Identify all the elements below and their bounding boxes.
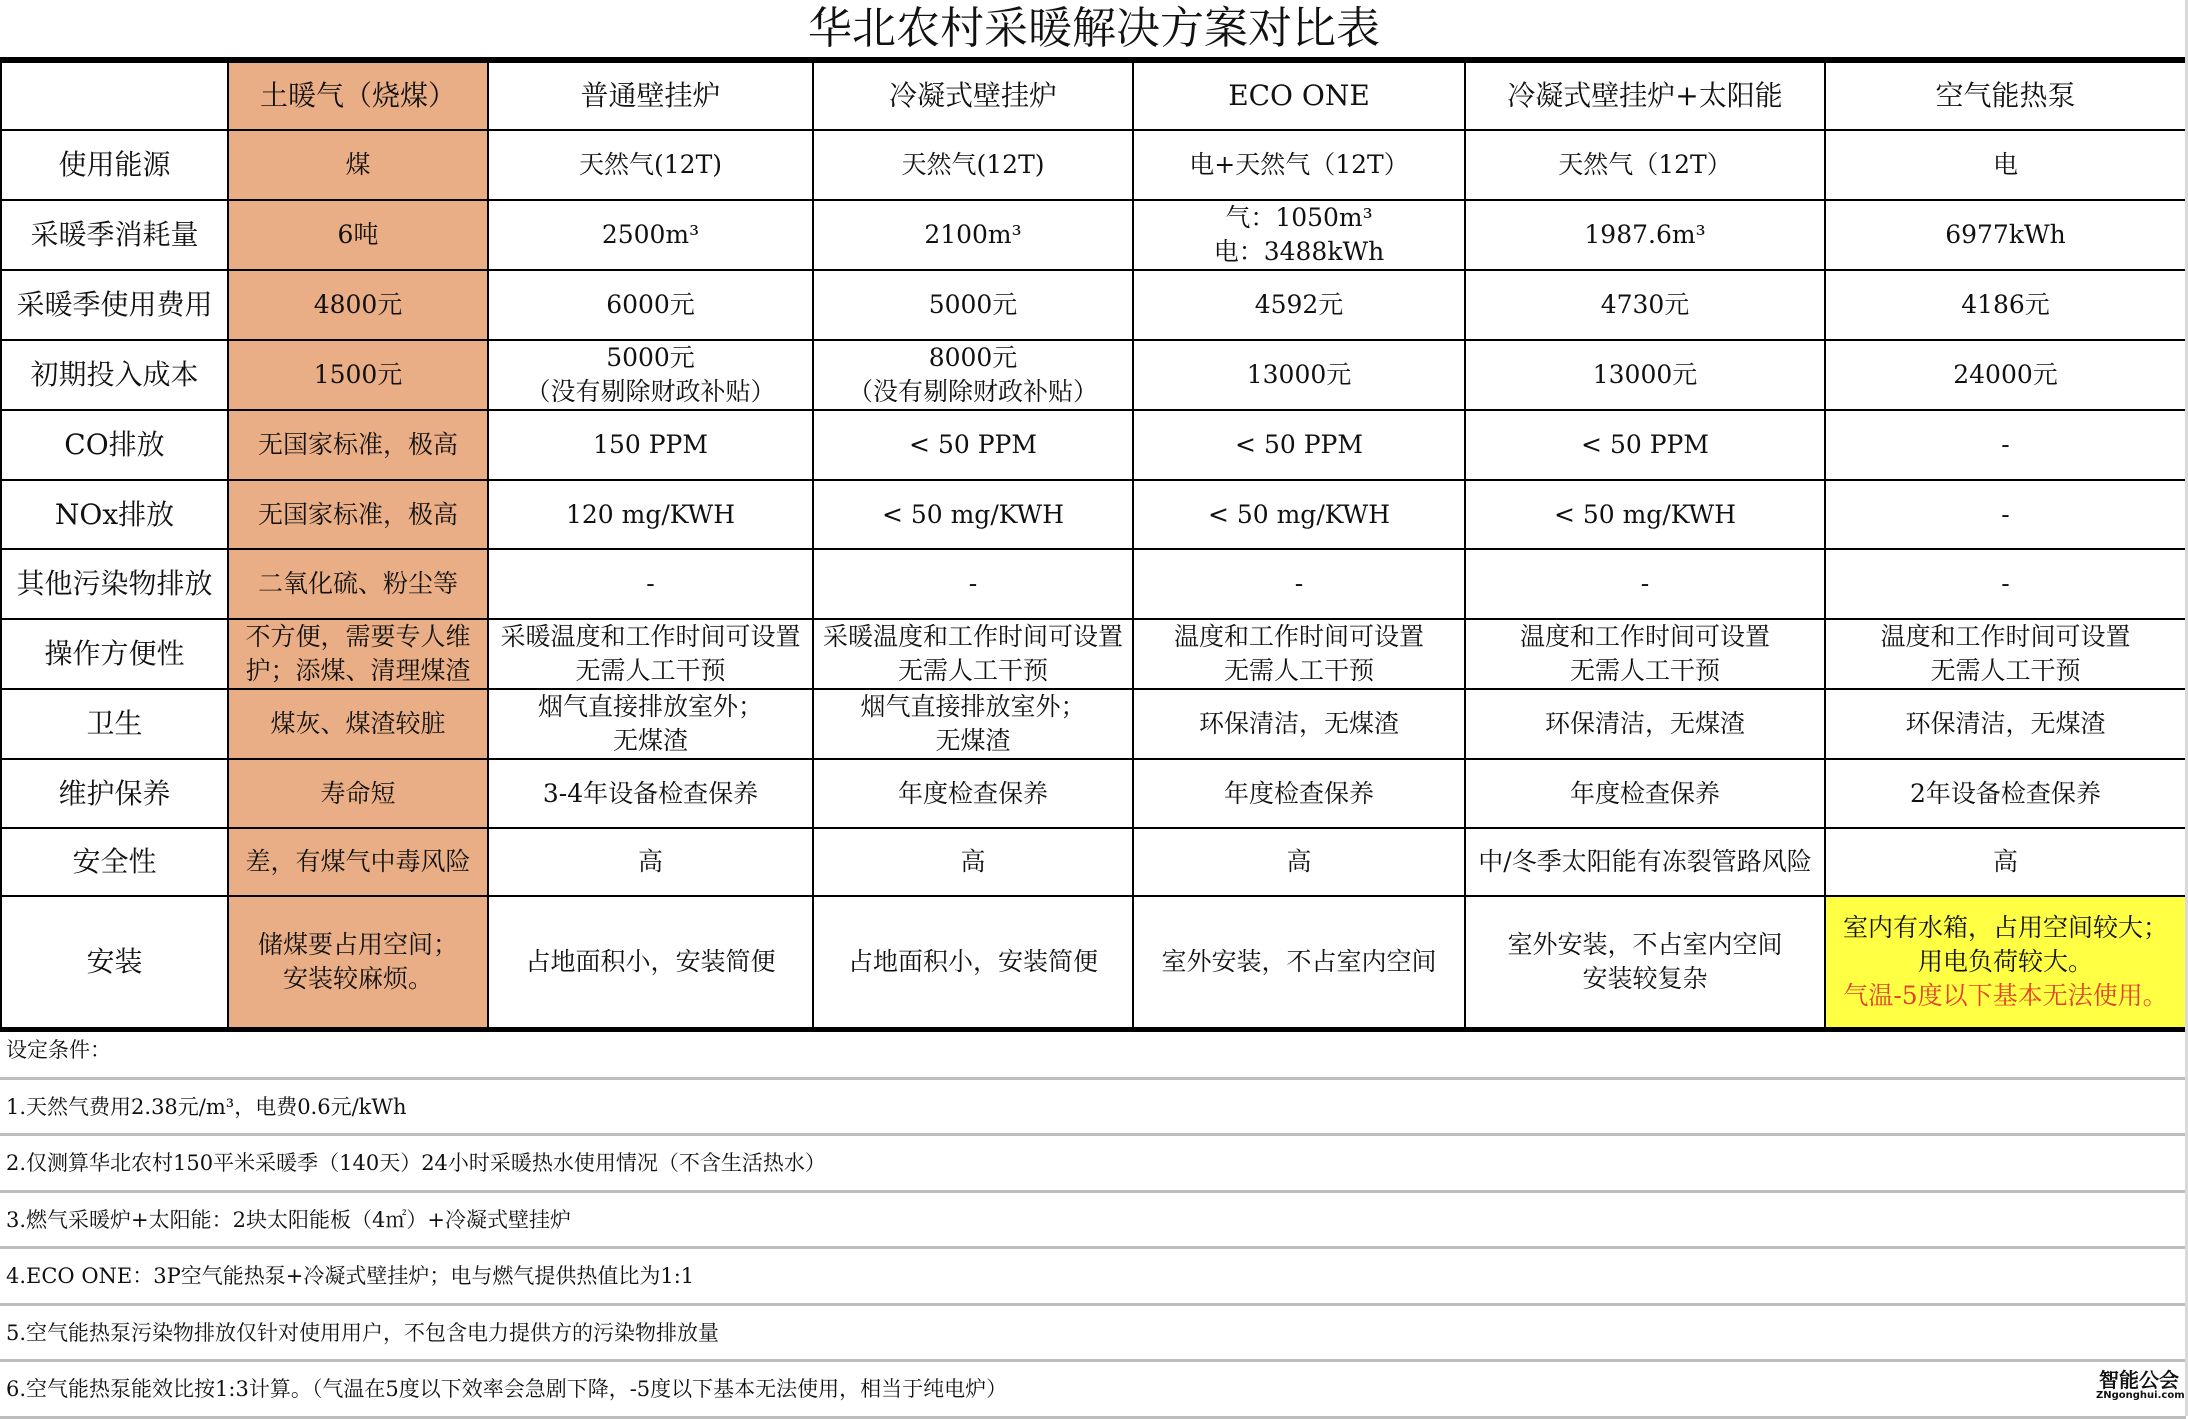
- cell-line: 24000元: [1953, 360, 2058, 389]
- table-cell: [228, 130, 488, 200]
- table-cell: [1825, 480, 2186, 549]
- cell-line: 温度和工作时间可设置: [1173, 622, 1424, 651]
- table-cell: [1825, 340, 2186, 410]
- table-row: [1, 689, 2186, 759]
- cell-line: 无需人工干预: [575, 656, 726, 685]
- table-cell: [1825, 759, 2186, 828]
- table-cell: [1133, 689, 1465, 759]
- table-row: [1, 410, 2186, 480]
- table-cell: [228, 759, 488, 828]
- cell-line: 1500元: [313, 360, 403, 389]
- notes-section: [0, 1023, 2186, 1419]
- table-cell: [813, 828, 1133, 896]
- cell-line: 13000元: [1592, 360, 1698, 389]
- cell-line: 无煤渣: [935, 726, 1011, 755]
- cell-line: 8000元: [928, 343, 1018, 372]
- table-cell: [1465, 410, 1825, 480]
- corner-cell: [1, 60, 228, 130]
- cell-line: 150 PPM: [593, 430, 708, 459]
- page-title: 华北农村采暖解决方案对比表: [808, 3, 1380, 54]
- column-header: 土暖气（烧煤）: [228, 60, 488, 130]
- row-label: 安装: [1, 896, 228, 1029]
- table-cell: [813, 480, 1133, 549]
- row-label: 采暖季消耗量: [1, 200, 228, 270]
- cell-line: 高: [637, 847, 663, 876]
- note-item: 4.ECO ONE：3P空气能热泵+冷凝式壁挂炉；电与燃气提供热值比为1:1: [0, 1249, 2186, 1306]
- table-row: [1, 200, 2186, 270]
- table-cell: [1133, 270, 1465, 340]
- cell-line: < 50 mg/KWH: [1553, 499, 1737, 529]
- cell-line: 采暖温度和工作时间可设置: [822, 622, 1123, 651]
- cell-line: 中/冬季太阳能有冻裂管路风险: [1478, 847, 1812, 876]
- table-cell: [813, 130, 1133, 200]
- table-cell: [488, 896, 813, 1029]
- cell-line: 无需人工干预: [897, 656, 1048, 685]
- cell-line: -: [646, 569, 655, 598]
- table-cell: [1133, 340, 1465, 410]
- table-row: [1, 759, 2186, 828]
- cell-line: -: [1294, 569, 1304, 598]
- cell-line: 天然气(12T): [901, 150, 1045, 179]
- table-row: [1, 270, 2186, 340]
- cell-line: 室外安装，不占室内空间: [1507, 929, 1783, 959]
- table-cell: [813, 200, 1133, 270]
- cell-line: 高: [960, 847, 986, 876]
- cell-line: 气：1050m³: [1225, 203, 1373, 232]
- cell-line: 无需人工干预: [1569, 656, 1720, 685]
- cell-line: 6000元: [606, 290, 695, 319]
- cell-line: 差，有煤气中毒风险: [245, 847, 471, 876]
- cell-line: 电+天然气（12T）: [1189, 150, 1409, 179]
- table-cell: [1465, 828, 1825, 896]
- notes-heading: 设定条件：: [0, 1023, 2186, 1080]
- cell-line: -: [2001, 499, 2010, 529]
- table-cell: [1465, 759, 1825, 828]
- cell-line: 13000元: [1246, 360, 1352, 389]
- table-cell: [488, 619, 813, 689]
- cell-line: 不方便，需要专人维: [245, 622, 471, 651]
- table-cell: [488, 759, 813, 828]
- comparison-table: [0, 57, 2187, 1032]
- table-cell: [1825, 828, 2186, 896]
- cell-line: 温度和工作时间可设置: [1519, 622, 1770, 651]
- cell-line: 储煤要占用空间；: [257, 929, 458, 959]
- cell-line: 1987.6m³: [1584, 220, 1706, 249]
- cell-line: 6吨: [337, 220, 379, 249]
- table-cell: [1825, 200, 2186, 270]
- row-label: NOx排放: [1, 480, 228, 549]
- cell-line: 煤灰、煤渣较脏: [270, 709, 446, 738]
- table-cell: [1133, 619, 1465, 689]
- row-label: 初期投入成本: [1, 340, 228, 410]
- table-cell: [228, 270, 488, 340]
- cell-line: 2100m³: [924, 220, 1022, 249]
- cell-line: 年度检查保养: [1569, 778, 1720, 808]
- table-row: [1, 896, 2186, 1029]
- table-cell: [1825, 270, 2186, 340]
- row-label: 采暖季使用费用: [1, 270, 228, 340]
- column-header: 普通壁挂炉: [488, 60, 813, 130]
- table-cell: [813, 619, 1133, 689]
- table-row: [1, 828, 2186, 896]
- cell-line: 采暖温度和工作时间可设置: [500, 622, 801, 651]
- column-header: 冷凝式壁挂炉: [813, 60, 1133, 130]
- cell-line: 用电负荷较大。: [1917, 946, 2093, 976]
- table-cell: [228, 828, 488, 896]
- table-cell: [813, 896, 1133, 1029]
- cell-line: 高: [1992, 847, 2018, 876]
- table-cell: [1133, 200, 1465, 270]
- cell-line: 4800元: [313, 290, 403, 319]
- column-header: 空气能热泵: [1825, 60, 2186, 130]
- table-cell: [488, 410, 813, 480]
- cell-line: 电：3488kWh: [1213, 237, 1385, 266]
- cell-line: < 50 mg/KWH: [881, 499, 1065, 529]
- table-cell: [813, 549, 1133, 619]
- table-row: [1, 340, 2186, 410]
- cell-line: < 50 mg/KWH: [1207, 499, 1391, 529]
- table-cell: [488, 689, 813, 759]
- cell-line: 室外安装，不占室内空间: [1161, 946, 1437, 976]
- table-cell: [1465, 896, 1825, 1029]
- table-row: [1, 549, 2186, 619]
- cell-line: -: [2001, 430, 2010, 459]
- table-cell: [1825, 549, 2186, 619]
- table-cell: [488, 828, 813, 896]
- cell-line: 温度和工作时间可设置: [1880, 622, 2131, 651]
- cell-line: 3-4年设备检查保养: [542, 778, 759, 808]
- table-row: [1, 130, 2186, 200]
- table-cell: [813, 689, 1133, 759]
- cell-line: 4592元: [1254, 290, 1344, 319]
- table-cell: [1825, 896, 2186, 1029]
- table-cell: [488, 270, 813, 340]
- watermark-logo: [2096, 1368, 2185, 1406]
- cell-line: 环保清洁，无煤渣: [1198, 709, 1399, 738]
- cell-line: 烟气直接排放室外；: [860, 692, 1086, 721]
- cell-line: （没有剔除财政补贴）: [847, 377, 1098, 406]
- cell-line: 二氧化硫、粉尘等: [257, 569, 458, 598]
- cell-line: 煤: [345, 150, 371, 179]
- cell-line: 护；添煤、清理煤渣: [245, 656, 471, 685]
- row-label: 操作方便性: [1, 619, 228, 689]
- cell-line: 年度检查保养: [1223, 778, 1374, 808]
- table-cell: [228, 200, 488, 270]
- cell-line: 6977kWh: [1945, 220, 2066, 249]
- table-cell: [1465, 689, 1825, 759]
- cell-line: 天然气(12T): [579, 150, 722, 179]
- row-label: 使用能源: [1, 130, 228, 200]
- table-cell: [1465, 130, 1825, 200]
- warning-text: 气温-5度以下基本无法使用。: [1843, 980, 2168, 1010]
- row-label: 维护保养: [1, 759, 228, 828]
- table-row: [1, 480, 2186, 549]
- row-label: CO排放: [1, 410, 228, 480]
- table-cell: [1465, 340, 1825, 410]
- cell-line: 4730元: [1600, 290, 1690, 319]
- table-cell: [228, 410, 488, 480]
- table-cell: [228, 340, 488, 410]
- cell-line: 5000元: [606, 343, 695, 372]
- cell-line: 无煤渣: [612, 726, 688, 755]
- table-cell: [1465, 549, 1825, 619]
- cell-line: 无需人工干预: [1223, 656, 1374, 685]
- table-cell: [813, 270, 1133, 340]
- cell-line: 高: [1286, 847, 1312, 876]
- table-cell: [228, 619, 488, 689]
- cell-line: 烟气直接排放室外；: [537, 692, 763, 721]
- cell-line: 2500m³: [601, 220, 700, 249]
- cell-line: 5000元: [928, 290, 1018, 319]
- cell-line: 环保清洁，无煤渣: [1905, 709, 2106, 738]
- table-cell: [1133, 896, 1465, 1029]
- cell-line: 占地面积小，安装简便: [525, 946, 776, 976]
- table-cell: [1465, 480, 1825, 549]
- table-cell: [488, 130, 813, 200]
- table-cell: [1825, 619, 2186, 689]
- table-cell: [813, 410, 1133, 480]
- cell-line: 2年设备检查保养: [1910, 778, 2101, 808]
- cell-line: -: [2001, 569, 2010, 598]
- cell-line: 环保清洁，无煤渣: [1544, 709, 1745, 738]
- table-cell: [228, 549, 488, 619]
- cell-line: -: [968, 569, 978, 598]
- table-cell: [813, 759, 1133, 828]
- column-header: ECO ONE: [1133, 60, 1465, 130]
- table-cell: [228, 480, 488, 549]
- table-cell: [228, 689, 488, 759]
- table-cell: [488, 549, 813, 619]
- table-cell: [1825, 410, 2186, 480]
- table-cell: [488, 200, 813, 270]
- table-cell: [1133, 130, 1465, 200]
- table-cell: [228, 896, 488, 1029]
- table-cell: [488, 480, 813, 549]
- cell-line: < 50 PPM: [1235, 430, 1363, 459]
- table-cell: [1133, 549, 1465, 619]
- table-cell: [1825, 689, 2186, 759]
- table-cell: [1133, 828, 1465, 896]
- watermark-sub: ZNgonghui.com: [2096, 1390, 2185, 1401]
- note-item: 5.空气能热泵污染物排放仅针对使用用户，不包含电力提供方的污染物排放量: [0, 1306, 2186, 1363]
- table-cell: [1133, 410, 1465, 480]
- row-label: 卫生: [1, 689, 228, 759]
- row-label: 安全性: [1, 828, 228, 896]
- row-label: 其他污染物排放: [1, 549, 228, 619]
- table-cell: [1465, 619, 1825, 689]
- note-item: 6.空气能热泵能效比按1:3计算。（气温在5度以下效率会急剧下降，-5度以下基本无法使用，相当于纯电炉）: [0, 1362, 2186, 1419]
- cell-line: 寿命短: [320, 778, 396, 808]
- table-cell: [1133, 759, 1465, 828]
- note-item: 3.燃气采暖炉+太阳能：2块太阳能板（4㎡）+冷凝式壁挂炉: [0, 1193, 2186, 1250]
- cell-line: 无国家标准，极高: [257, 430, 458, 459]
- cell-line: 安装较复杂: [1582, 963, 1708, 993]
- cell-line: < 50 PPM: [909, 430, 1037, 459]
- table-cell: [488, 340, 813, 410]
- cell-line: 4186元: [1961, 290, 2050, 319]
- watermark-main: 智能公会: [2099, 1368, 2179, 1392]
- table-cell: [1825, 130, 2186, 200]
- cell-line: （没有剔除财政补贴）: [525, 377, 776, 406]
- cell-line: 无需人工干预: [1930, 656, 2081, 685]
- cell-line: 天然气（12T）: [1558, 150, 1732, 179]
- cell-line: 占地面积小，安装简便: [847, 946, 1098, 976]
- table-cell: [1465, 200, 1825, 270]
- note-item: 1.天然气费用2.38元/m³，电费0.6元/kWh: [0, 1080, 2186, 1137]
- cell-line: 电: [1992, 150, 2018, 179]
- table-cell: [813, 340, 1133, 410]
- table-cell: [1465, 270, 1825, 340]
- table-cell: [1133, 480, 1465, 549]
- table-row: [1, 619, 2186, 689]
- note-item: 2.仅测算华北农村150平米采暖季（140天）24小时采暖热水使用情况（不含生活热水）: [0, 1136, 2186, 1193]
- cell-line: -: [1640, 569, 1650, 598]
- cell-line: 室内有水箱，占用空间较大；: [1842, 912, 2168, 942]
- header-row: [1, 60, 2186, 130]
- cell-line: < 50 PPM: [1581, 430, 1709, 459]
- cell-line: 安装较麻烦。: [282, 963, 433, 993]
- cell-line: 120 mg/KWH: [565, 499, 736, 529]
- cell-line: 无国家标准，极高: [257, 499, 458, 529]
- column-header: 冷凝式壁挂炉+太阳能: [1465, 60, 1825, 130]
- cell-line: 年度检查保养: [897, 778, 1048, 808]
